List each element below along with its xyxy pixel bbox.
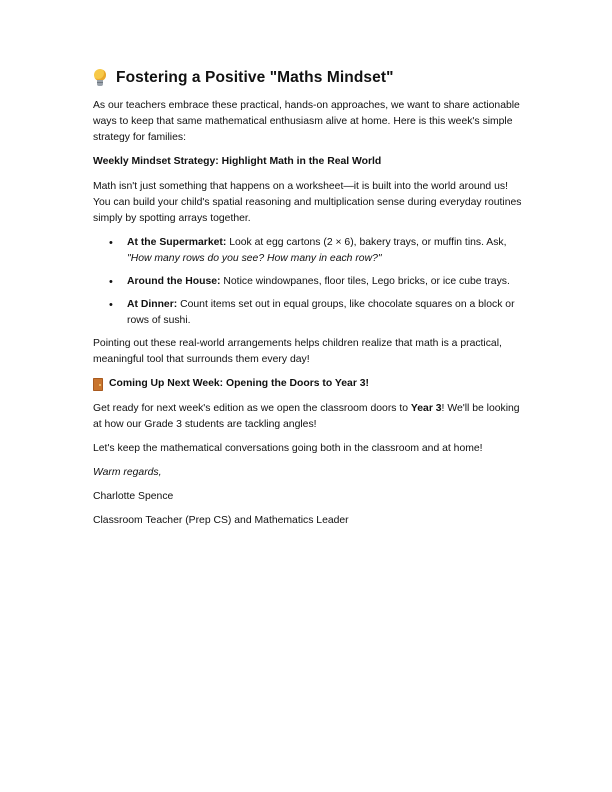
next-week-text-after: ! We'll be looking at how our Grade 3 students are tackling angles!: [93, 403, 520, 430]
next-week-highlight: Year 3: [410, 403, 442, 414]
strategy-heading: Weekly Mindset Strategy: Highlight Math in the Real World: [93, 156, 382, 167]
closing-point-paragraph: Pointing out these real-world arrangements helps children realize that math is a practical, meaningful tool that surrounds them every day!: [93, 338, 502, 365]
section-title: [93, 68, 522, 88]
list-item: [127, 274, 522, 290]
tip-label: At the Supermarket:: [127, 237, 227, 248]
signoff-greeting: Warm regards,: [93, 467, 162, 478]
next-week-heading: [93, 376, 522, 392]
next-week-text-before: Get ready for next week's edition as we open the classroom doors to: [93, 403, 411, 414]
list-item: [127, 297, 522, 329]
tip-text: Notice windowpanes, floor tiles, Lego bricks, or ice cube trays.: [220, 276, 510, 287]
tip-text: Look at egg cartons (2 × 6), bakery trays, or muffin tins. Ask,: [226, 237, 507, 248]
page-title: Fostering a Positive "Maths Mindset": [116, 69, 394, 86]
keep-going-paragraph: Let's keep the mathematical conversations going both in the classroom and at home!: [93, 443, 483, 454]
tip-text: Count items set out in equal groups, like chocolate squares on a block or rows of sushi.: [127, 299, 515, 326]
intro-paragraph: As our teachers embrace these practical, hands-on approaches, we want to share actionable ways to keep that same mathematical enthusiasm alive at home. Here is this week's simple strategy for families:: [93, 100, 520, 143]
lightbulb-icon: [93, 68, 107, 88]
door-icon: [93, 378, 103, 391]
tip-label: Around the House:: [127, 276, 221, 287]
next-week-paragraph: [93, 401, 522, 433]
signoff-name: Charlotte Spence: [93, 491, 174, 502]
tip-label: At Dinner:: [127, 299, 178, 310]
next-week-title: Coming Up Next Week: Opening the Doors to Year 3!: [109, 378, 369, 389]
tips-list: [93, 235, 522, 329]
strategy-paragraph: Math isn't just something that happens on a worksheet—it is built into the world around us! You can build your child's spatial reasoning and multiplication sense during everyday routines simply by spotting arrays together.: [93, 181, 522, 224]
signoff-role: Classroom Teacher (Prep CS) and Mathematics Leader: [93, 515, 349, 526]
tip-quote: "How many rows do you see? How many in each row?": [127, 253, 382, 264]
list-item: [127, 235, 522, 267]
